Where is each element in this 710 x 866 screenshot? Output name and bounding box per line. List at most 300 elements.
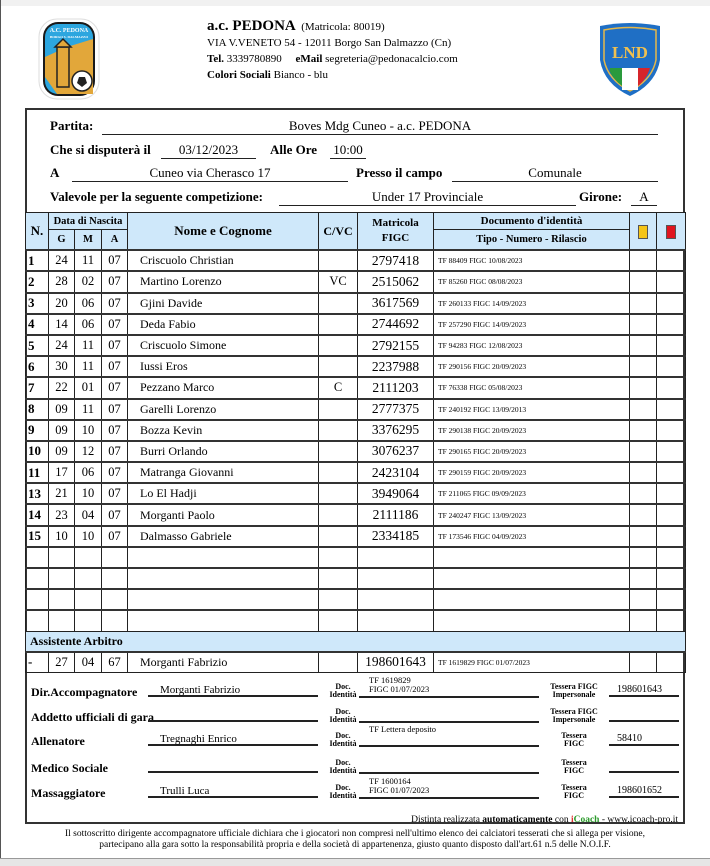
birth-year: 07 bbox=[102, 526, 128, 547]
birth-day bbox=[49, 589, 75, 610]
red-card-cell bbox=[657, 271, 686, 292]
staff-role-label: Addetto ufficiali di gara bbox=[31, 710, 154, 724]
footer-note-line-1: Il sottoscritto dirigente accompagnatore ufficiale dichiara che i giocatori non compresi nell'ultimo elenco dei calciatori tesserati che si allega per visione, bbox=[64, 829, 646, 839]
yellow-card-cell bbox=[630, 293, 657, 314]
girone-label: Girone: bbox=[579, 189, 623, 204]
player-matricola: 2423104 bbox=[358, 462, 434, 483]
player-number: 11 bbox=[26, 462, 49, 483]
footer-credit bbox=[411, 815, 678, 825]
tessera-label-line1: Tessera bbox=[561, 731, 587, 740]
credit-prefix: Distinta realizzata bbox=[411, 815, 480, 825]
player-name: Iussi Eros bbox=[128, 356, 319, 377]
birth-month: 02 bbox=[75, 271, 102, 292]
captain-flag bbox=[319, 356, 358, 377]
player-number: 1 bbox=[26, 250, 49, 271]
player-matricola: 2237988 bbox=[358, 356, 434, 377]
player-document: TF 1619829 FIGC 01/07/2023 bbox=[434, 652, 630, 673]
red-card-cell bbox=[657, 547, 686, 568]
girone-value: A bbox=[631, 189, 657, 206]
competition-value: Under 17 Provinciale bbox=[279, 189, 576, 206]
yellow-card-cell bbox=[630, 335, 657, 356]
staff-doc-line1: TF 1619829 bbox=[369, 675, 411, 685]
assistant-section-row bbox=[26, 631, 686, 652]
doc-label-line2: Identità bbox=[329, 791, 357, 800]
player-number: 14 bbox=[26, 504, 49, 525]
birth-day: 28 bbox=[49, 271, 75, 292]
birth-year: 67 bbox=[102, 652, 128, 673]
birth-year: 07 bbox=[102, 377, 128, 398]
red-card-cell bbox=[657, 293, 686, 314]
empty-table-row bbox=[26, 589, 686, 610]
yellow-card-cell bbox=[630, 504, 657, 525]
staff-tessera-field[interactable]: 198601643 bbox=[609, 683, 679, 697]
table-row bbox=[26, 420, 686, 441]
competition-label: Valevole per la seguente competizione: bbox=[50, 189, 264, 204]
col-matricola-line1: Matricola bbox=[372, 217, 419, 230]
birth-day: 17 bbox=[49, 462, 75, 483]
staff-doc-line1: TF Lettera deposito bbox=[369, 724, 437, 734]
birth-month: 06 bbox=[75, 462, 102, 483]
player-name: Bozza Kevin bbox=[128, 420, 319, 441]
player-number: 6 bbox=[26, 356, 49, 377]
yellow-card-cell bbox=[630, 568, 657, 589]
player-document: TF 88409 FIGC 10/08/2023 bbox=[434, 250, 630, 271]
assistant-row bbox=[26, 652, 686, 673]
red-card-cell bbox=[657, 441, 686, 462]
staff-tessera-field[interactable] bbox=[609, 759, 679, 773]
player-matricola bbox=[358, 589, 434, 610]
player-document: TF 257290 FIGC 14/09/2023 bbox=[434, 314, 630, 335]
staff-name-field[interactable]: Tregnaghi Enrico bbox=[148, 732, 318, 746]
player-matricola: 2797418 bbox=[358, 250, 434, 271]
yellow-card-cell bbox=[630, 610, 657, 631]
tessera-label bbox=[541, 683, 607, 699]
col-document: Documento d'identità bbox=[434, 213, 630, 230]
birth-month: 04 bbox=[75, 504, 102, 525]
red-card-cell bbox=[657, 483, 686, 504]
email-label: eMail bbox=[295, 53, 323, 65]
club-email[interactable]: segreteria@pedonacalcio.com bbox=[325, 53, 458, 65]
player-number: 2 bbox=[26, 271, 49, 292]
red-card-cell bbox=[657, 399, 686, 420]
player-matricola: 2111203 bbox=[358, 377, 434, 398]
captain-flag bbox=[319, 441, 358, 462]
player-name bbox=[128, 610, 319, 631]
player-document bbox=[434, 589, 630, 610]
player-name bbox=[128, 568, 319, 589]
player-matricola: 2334185 bbox=[358, 526, 434, 547]
assistant-section-label: Assistente Arbitro bbox=[26, 631, 686, 652]
yellow-card-cell bbox=[630, 526, 657, 547]
player-name bbox=[128, 547, 319, 568]
staff-doc-line1 bbox=[369, 701, 539, 710]
player-matricola: 3949064 bbox=[358, 483, 434, 504]
player-matricola: 2744692 bbox=[358, 314, 434, 335]
player-document: TF 240192 FIGC 13/09/2013 bbox=[434, 399, 630, 420]
player-name: Garelli Lorenzo bbox=[128, 399, 319, 420]
staff-name-field[interactable] bbox=[148, 759, 318, 773]
table-row bbox=[26, 293, 686, 314]
table-row bbox=[26, 314, 686, 335]
table-header-row bbox=[26, 213, 686, 230]
club-matricola: (Matricola: 80019) bbox=[301, 21, 385, 33]
club-logo bbox=[37, 17, 101, 101]
birth-month: 11 bbox=[75, 356, 102, 377]
staff-doc-line2: FIGC 01/07/2023 bbox=[369, 785, 430, 795]
player-name: Matranga Giovanni bbox=[128, 462, 319, 483]
staff-role-label: Medico Sociale bbox=[31, 761, 108, 775]
player-document bbox=[434, 568, 630, 589]
col-birth: Data di Nascita bbox=[49, 213, 128, 230]
staff-name-field[interactable] bbox=[148, 708, 318, 722]
doc-label-line2: Identità bbox=[329, 690, 357, 699]
red-card-icon bbox=[666, 225, 676, 239]
player-matricola: 198601643 bbox=[358, 652, 434, 673]
birth-year: 07 bbox=[102, 399, 128, 420]
player-document: TF 260133 FIGC 14/09/2023 bbox=[434, 293, 630, 314]
staff-doc-line1 bbox=[369, 752, 539, 761]
captain-flag bbox=[319, 420, 358, 441]
birth-day: 09 bbox=[49, 420, 75, 441]
staff-doc-field[interactable] bbox=[359, 676, 539, 698]
table-row bbox=[26, 504, 686, 525]
table-row bbox=[26, 250, 686, 271]
players-table bbox=[25, 212, 686, 673]
red-card-cell bbox=[657, 356, 686, 377]
player-matricola: 2777375 bbox=[358, 399, 434, 420]
lnd-logo bbox=[596, 20, 664, 98]
birth-month: 10 bbox=[75, 420, 102, 441]
captain-flag bbox=[319, 250, 358, 271]
birth-month: 10 bbox=[75, 483, 102, 504]
staff-doc-field[interactable] bbox=[359, 752, 539, 774]
player-name: Criscuolo Christian bbox=[128, 250, 319, 271]
player-name: Lo El Hadji bbox=[128, 483, 319, 504]
captain-flag bbox=[319, 399, 358, 420]
player-name: Deda Fabio bbox=[128, 314, 319, 335]
captain-flag bbox=[319, 568, 358, 589]
staff-role-label: Dir.Accompagnatore bbox=[31, 685, 138, 699]
tessera-label-line2: FIGC bbox=[564, 739, 584, 748]
tessera-label-line1: Tessera FIGC bbox=[550, 707, 598, 716]
birth-month bbox=[75, 610, 102, 631]
footer-note bbox=[20, 829, 690, 851]
player-matricola: 3617569 bbox=[358, 293, 434, 314]
captain-flag bbox=[319, 610, 358, 631]
player-number: - bbox=[26, 652, 49, 673]
player-matricola: 2515062 bbox=[358, 271, 434, 292]
red-card-cell bbox=[657, 610, 686, 631]
tessera-label-line2: FIGC bbox=[564, 766, 584, 775]
table-row bbox=[26, 271, 686, 292]
staff-name-field[interactable]: Trulli Luca bbox=[148, 784, 318, 798]
doc-label-line1: Doc. bbox=[335, 707, 351, 716]
birth-month: 06 bbox=[75, 293, 102, 314]
yellow-card-cell bbox=[630, 420, 657, 441]
staff-tessera-field[interactable]: 58410 bbox=[609, 732, 679, 746]
player-number bbox=[26, 547, 49, 568]
doc-identita-label bbox=[328, 784, 358, 800]
player-name: Morganti Paolo bbox=[128, 504, 319, 525]
birth-month: 11 bbox=[75, 250, 102, 271]
col-doc-sub: Tipo - Numero - Rilascio bbox=[434, 230, 630, 251]
yellow-card-cell bbox=[630, 589, 657, 610]
col-m: M bbox=[75, 230, 102, 251]
player-number: 3 bbox=[26, 293, 49, 314]
birth-month: 01 bbox=[75, 377, 102, 398]
birth-day: 09 bbox=[49, 441, 75, 462]
birth-month bbox=[75, 568, 102, 589]
club-name: a.c. PEDONA bbox=[207, 18, 296, 34]
time-label: Alle Ore bbox=[270, 142, 318, 157]
captain-flag bbox=[319, 314, 358, 335]
col-matricola bbox=[358, 213, 434, 251]
player-matricola: 3376295 bbox=[358, 420, 434, 441]
player-number: 13 bbox=[26, 483, 49, 504]
birth-month: 11 bbox=[75, 399, 102, 420]
birth-day: 24 bbox=[49, 250, 75, 271]
red-card-cell bbox=[657, 652, 686, 673]
player-name bbox=[128, 589, 319, 610]
col-a: A bbox=[102, 230, 128, 251]
doc-label-line2: Identità bbox=[329, 715, 357, 724]
player-number: 4 bbox=[26, 314, 49, 335]
captain-flag bbox=[319, 589, 358, 610]
doc-label-line1: Doc. bbox=[335, 682, 351, 691]
captain-flag bbox=[319, 462, 358, 483]
tel-label: Tel. bbox=[207, 53, 225, 65]
birth-year bbox=[102, 568, 128, 589]
doc-identita-label bbox=[328, 732, 358, 748]
player-number: 7 bbox=[26, 377, 49, 398]
birth-day: 14 bbox=[49, 314, 75, 335]
captain-flag bbox=[319, 335, 358, 356]
staff-doc-field[interactable] bbox=[359, 725, 539, 747]
birth-year: 07 bbox=[102, 420, 128, 441]
player-number: 9 bbox=[26, 420, 49, 441]
player-matricola bbox=[358, 547, 434, 568]
birth-year: 07 bbox=[102, 293, 128, 314]
tessera-label bbox=[541, 759, 607, 775]
captain-flag bbox=[319, 526, 358, 547]
birth-year: 07 bbox=[102, 335, 128, 356]
col-red-card bbox=[657, 213, 686, 251]
table-row bbox=[26, 462, 686, 483]
captain-flag: VC bbox=[319, 271, 358, 292]
player-name: Dalmasso Gabriele bbox=[128, 526, 319, 547]
birth-year: 07 bbox=[102, 441, 128, 462]
yellow-card-cell bbox=[630, 547, 657, 568]
partita-label: Partita: bbox=[50, 118, 94, 133]
player-document: TF 290165 FIGC 20/09/2023 bbox=[434, 441, 630, 462]
credit-website[interactable]: - www.icoach-pro.it bbox=[601, 815, 678, 825]
logo-subtext: BORGO S. DALMAZZO bbox=[49, 35, 89, 39]
birth-year: 07 bbox=[102, 462, 128, 483]
birth-month: 12 bbox=[75, 441, 102, 462]
col-g: G bbox=[49, 230, 75, 251]
staff-tessera-field[interactable]: 198601652 bbox=[609, 784, 679, 798]
birth-day: 20 bbox=[49, 293, 75, 314]
player-matricola bbox=[358, 610, 434, 631]
logo-text: A.C. PEDONA bbox=[49, 28, 89, 34]
place-label: A bbox=[50, 165, 60, 180]
player-document: TF 290156 FIGC 20/09/2023 bbox=[434, 356, 630, 377]
staff-doc-line1: TF 1600164 bbox=[369, 776, 411, 786]
date-label: Che si disputerà il bbox=[50, 142, 151, 157]
birth-year bbox=[102, 589, 128, 610]
birth-day: 24 bbox=[49, 335, 75, 356]
captain-flag bbox=[319, 293, 358, 314]
staff-doc-line2 bbox=[369, 734, 539, 743]
table-row bbox=[26, 335, 686, 356]
red-card-cell bbox=[657, 462, 686, 483]
tessera-label bbox=[541, 708, 607, 724]
player-matricola: 2792155 bbox=[358, 335, 434, 356]
table-row bbox=[26, 441, 686, 462]
staff-doc-field[interactable] bbox=[359, 777, 539, 799]
empty-table-row bbox=[26, 568, 686, 589]
table-row bbox=[26, 526, 686, 547]
field-label: Presso il campo bbox=[356, 165, 443, 180]
birth-day: 30 bbox=[49, 356, 75, 377]
player-document: TF 240247 FIGC 13/09/2023 bbox=[434, 504, 630, 525]
birth-year bbox=[102, 610, 128, 631]
yellow-card-cell bbox=[630, 314, 657, 335]
yellow-card-cell bbox=[630, 356, 657, 377]
table-row bbox=[26, 483, 686, 504]
player-name: Burri Orlando bbox=[128, 441, 319, 462]
yellow-card-cell bbox=[630, 250, 657, 271]
red-card-cell bbox=[657, 250, 686, 271]
yellow-card-cell bbox=[630, 377, 657, 398]
birth-month: 10 bbox=[75, 526, 102, 547]
empty-table-row bbox=[26, 547, 686, 568]
birth-day: 09 bbox=[49, 399, 75, 420]
staff-doc-field[interactable] bbox=[359, 701, 539, 723]
yellow-card-icon bbox=[638, 225, 648, 239]
birth-year: 07 bbox=[102, 483, 128, 504]
club-colors: Bianco - blu bbox=[273, 69, 328, 81]
tessera-label bbox=[541, 784, 607, 800]
table-row bbox=[26, 356, 686, 377]
birth-day: 23 bbox=[49, 504, 75, 525]
yellow-card-cell bbox=[630, 441, 657, 462]
credit-brand-coach: Coach bbox=[573, 815, 600, 825]
doc-label-line2: Identità bbox=[329, 766, 357, 775]
player-matricola bbox=[358, 568, 434, 589]
date-value: 03/12/2023 bbox=[161, 142, 256, 159]
player-number bbox=[26, 568, 49, 589]
player-document: TF 173546 FIGC 04/09/2023 bbox=[434, 526, 630, 547]
staff-doc-line2 bbox=[369, 710, 539, 719]
empty-table-row bbox=[26, 610, 686, 631]
captain-flag bbox=[319, 547, 358, 568]
doc-label-line2: Identità bbox=[329, 739, 357, 748]
birth-year: 07 bbox=[102, 250, 128, 271]
red-card-cell bbox=[657, 568, 686, 589]
lnd-text: LND bbox=[612, 43, 648, 62]
red-card-cell bbox=[657, 420, 686, 441]
player-number bbox=[26, 610, 49, 631]
birth-day: 10 bbox=[49, 526, 75, 547]
yellow-card-cell bbox=[630, 399, 657, 420]
red-card-cell bbox=[657, 589, 686, 610]
col-n: N. bbox=[26, 213, 49, 251]
player-matricola: 3076237 bbox=[358, 441, 434, 462]
club-address: VIA V.VENETO 54 - 12011 Borgo San Dalmazzo (Cn) bbox=[207, 37, 452, 49]
table-row bbox=[26, 399, 686, 420]
player-number: 5 bbox=[26, 335, 49, 356]
doc-label-line1: Doc. bbox=[335, 731, 351, 740]
staff-doc-line2: FIGC 01/07/2023 bbox=[369, 684, 430, 694]
partita-value: Boves Mdg Cuneo - a.c. PEDONA bbox=[102, 118, 658, 135]
red-card-cell bbox=[657, 314, 686, 335]
birth-year: 07 bbox=[102, 271, 128, 292]
yellow-card-cell bbox=[630, 462, 657, 483]
staff-tessera-field[interactable] bbox=[609, 708, 679, 722]
red-card-cell bbox=[657, 377, 686, 398]
footer-note-line-2: partecipano alla gara sotto la responsabilità propria e della società di appartenenza, giusto quanto disposto dall'art.61 n.5 delle N.O.I.F. bbox=[99, 840, 611, 850]
birth-year: 07 bbox=[102, 356, 128, 377]
doc-identita-label bbox=[328, 759, 358, 775]
left-edge bbox=[0, 0, 1, 865]
birth-month: 11 bbox=[75, 335, 102, 356]
yellow-card-cell bbox=[630, 652, 657, 673]
tessera-label-line1: Tessera bbox=[561, 783, 587, 792]
tessera-label bbox=[541, 732, 607, 748]
yellow-card-cell bbox=[630, 271, 657, 292]
birth-day: 27 bbox=[49, 652, 75, 673]
player-document: TF 290159 FIGC 20/09/2023 bbox=[434, 462, 630, 483]
col-cvc: C/VC bbox=[319, 213, 358, 251]
player-number: 15 bbox=[26, 526, 49, 547]
player-document bbox=[434, 547, 630, 568]
birth-year bbox=[102, 547, 128, 568]
player-document: TF 94283 FIGC 12/08/2023 bbox=[434, 335, 630, 356]
col-name: Nome e Cognome bbox=[128, 213, 319, 251]
doc-label-line1: Doc. bbox=[335, 758, 351, 767]
captain-flag bbox=[319, 483, 358, 504]
staff-name-field[interactable]: Morganti Fabrizio bbox=[148, 683, 318, 697]
player-name: Morganti Fabrizio bbox=[128, 652, 319, 673]
captain-flag bbox=[319, 652, 358, 673]
birth-year: 07 bbox=[102, 314, 128, 335]
birth-day: 22 bbox=[49, 377, 75, 398]
doc-label-line1: Doc. bbox=[335, 783, 351, 792]
player-number bbox=[26, 589, 49, 610]
doc-identita-label bbox=[328, 708, 358, 724]
time-value: 10:00 bbox=[330, 142, 366, 159]
tessera-label-line2: Impersonale bbox=[552, 690, 596, 699]
staff-role-label: Allenatore bbox=[31, 734, 85, 748]
captain-flag bbox=[319, 504, 358, 525]
player-number: 8 bbox=[26, 399, 49, 420]
birth-day bbox=[49, 610, 75, 631]
red-card-cell bbox=[657, 504, 686, 525]
player-name: Criscuolo Simone bbox=[128, 335, 319, 356]
birth-day bbox=[49, 568, 75, 589]
player-name: Pezzano Marco bbox=[128, 377, 319, 398]
red-card-cell bbox=[657, 526, 686, 547]
credit-bold: automaticamente bbox=[482, 815, 553, 825]
yellow-card-cell bbox=[630, 483, 657, 504]
staff-doc-line2 bbox=[369, 761, 539, 770]
birth-month: 04 bbox=[75, 652, 102, 673]
player-document: TF 290138 FIGC 20/09/2023 bbox=[434, 420, 630, 441]
credit-con: con bbox=[554, 815, 569, 825]
player-name: Martino Lorenzo bbox=[128, 271, 319, 292]
tessera-label-line1: Tessera FIGC bbox=[550, 682, 598, 691]
